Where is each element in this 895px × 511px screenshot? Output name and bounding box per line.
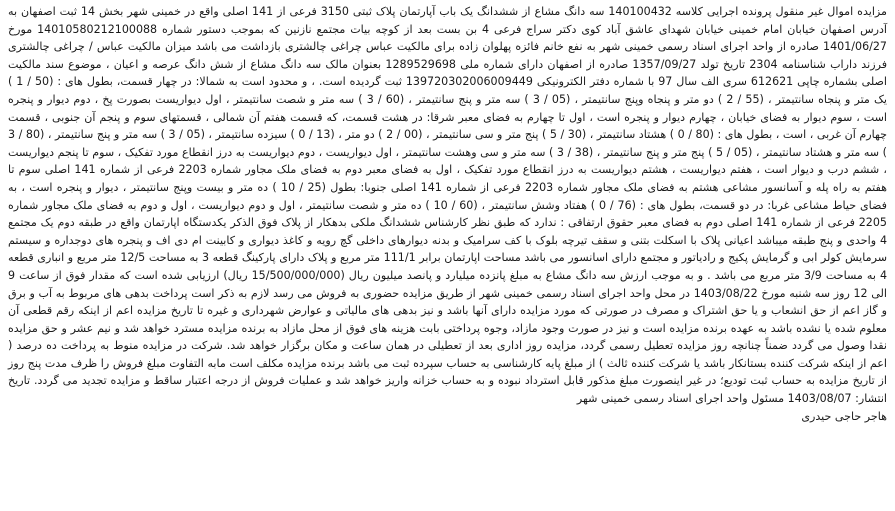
signature-name: هاجر حاجی حیدری xyxy=(801,409,887,423)
notice-body: مزایده اموال غیر منقول پرونده اجرایی کلاسه 140100432 سه دانگ مشاع از ششدانگ یک باب آپارتمان پلاک ثبتی 3150 فرعی از 141 اصلی واقع در خمینی شهر بخش 14 ثبت اصفهان به آدرس اصفهان خیابان امام خمینی خیابان شهدای عاشق آباد کوی دکتر سراج فرعی 4 بن بست بعد از کوچه بیات مجتمع نازنین که بموجب دستور شماره 14010580212100088 مورخ 1401/06/27 صادره از واحد اجرای اسناد رسمی خمینی شهر به نفع خانم فائزه پهلوان زاده برای مالکیت عباس چراغی چالشتری بازداشت می باشد میزان مالکیت عباس / چراغی چالشتری فرزند داراب شناسنامه 2304 تاریخ تولد 1357/09/27 صادره از اصفهان دارای شماره ملی 1289529698 بعنوان مالک سه دانگ مشاع از شش دانگ عرصه و اعیان ، موضوع سند مالکیت اصلی بشماره چاپی 612621 سری الف سال 97 با شماره دفتر الکترونیکی 139720302006009449 ثبت گردیده است. ، و محدود است به شمالا: در چهار قسمت، بطول های : (50 / 1 ) یک متر و پنجاه سانتیمتر ، (55 / 2 ) دو متر و پنجاه وپنج سانتیمتر ، (05 / 3 ) سه متر و پنج سانتیمتر ، (60 / 3 ) سه متر و شصت سانتیمتر ، اول دیواریست بصورت پخ ، دوم دیوار و پنجره است ، سوم دیوار به فضای خیابان ، چهارم دیوار و پنجره است ، اول تا چهارم به فضای معبر شرقا: در هشت قسمت، که قسمت هفتم آن شمالی ، قسمتهای سوم و پنجم آن جنوبی ، قسمت چهارم آن غربی ، است ، بطول های : (80 / 0 ) هشتاد سانتیمتر ، (30 / 5 ) پنج متر و سی سانتیمتر ، (00 / 2 ) دو متر ، (13 / 0 ) سیزده سانتیمتر ، (05 / 3 ) سه متر و پنج سانتیمتر ، (80 / 3 ) سه متر و هشتاد سانتیمتر ، (05 / 5 ) پنج متر و پنج سانتیمتر ، (38 / 3 ) سه متر و سی وهشت سانتیمتر ، اول دیواریست ، دوم دیواریست به درز انقطاع مورد تفکیک ، سوم تا پنجم دیواریست ، ششم درب و دیوار است ، هفتم دیواریست ، هشتم دیواریست به درز انقطاع مورد تفکیک ، اول به فضای معبر دوم به فضای ملک مجاور شماره 2203 فرعی از شماره 141 اصلی سوم تا هفتم به راه پله و آسانسور مشاعی هشتم به فضای ملک مجاور شماره 2203 فرعی از شماره 141 اصلی جنوبا: بطول (25 / 10 ) ده متر و بیست وپنج سانتیمتر ، دیوار و پنجره است ، به فضای حیاط مشاعی غربا: در دو قسمت، بطول های : (76 / 0 ) هفتاد وشش سانتیمتر ، (60 / 10 ) ده متر و شصت سانتیمتر ، اول و دوم دیواریست ، اول و دوم به فضای ملک مجاور شماره 2205 فرعی از شماره 141 اصلی دوم به فضای معبر حقوق ارتفاقی : ندارد که طبق نظر کارشناس ششدانگ ملکی بدهکار از پلاک فوق الذکر یکدستگاه اپارتمان واقع در طبقه دوم یک مجتمع 4 واحدی و پنج طبقه میباشد اعیانی پلاک با اسکلت بتنی و سقف تیرچه بلوک با کف سرامیک و بدنه دیوارهای داخلی گچ رویه و کاغذ دیواری و کابینت ام دی اف و پنجره های دوجداره و سیستم سرمایش کولر ابی و گرمایش پکیج و رادیاتور و مجتمع دارای اسانسور می باشد مساحت اپارتمان برابر 111/1 متر مربع و پلاک دارای پارکینگ قطعه 3 به مساحت 12/5 متر مربع و انباری قطعه 4 به مساحت 3/9 متر مربع می باشد . و به موجب ارزش سه دانگ مشاع به مبلغ پانزده میلیارد و پانصد میلیون ریال (15/500/000/000 ریال) ارزیابی شده است که مقدار فوق از ساعت 9 الی 12 روز سه شنبه مورخ 1403/08/22 در محل واحد اجرای اسناد رسمی خمینی شهر از طریق مزایده حضوری به فروش می رسد لازم به ذکر است پرداخت بدهی های مربوط به آب و برق و گاز اعم از حق انشعاب و یا حق اشتراک و مصرف در صورتی که مورد مزایده دارای آنها باشد و نیز بدهی های مالیاتی و عوارض شهرداری و غیره تا تاریخ مزایده اعم از اینکه رقم قطعی آن معلوم شده یا نشده باشد به عهده برنده مزایده است و نیز در صورت وجود مازاد، وجوه پرداختی بابت هزینه های فوق از محل مازاد به برنده مزایده مسترد خواهد شد و نیم عشر و حق مزایده نقدا وصول می گردد ضمناً چنانچه روز مزایده تعطیل رسمی گردد، مزایده روز اداری بعد از تعطیلی در همان ساعت و مکان برگزار خواهد شد. شرکت در مزایده منوط به پرداخت ده درصد ( اعم از اینکه شرکت کننده بستانکار باشد یا شرکت کننده ثالث ) از مبلغ پایه کارشناسی به حساب سپرده ثبت می باشد برنده مزایده مکلف است مابه التفاوت مبلغ فروش را ظرف مدت پنج روز از تاریخ مزایده به حساب ثبت تودیع؛ در غیر اینصورت مبلغ مذکور قابل استرداد نبوده و به حساب خزانه واریز خواهد شد و عملیات فروش از درجه اعتبار ساقط و مزایده تجدید می گردد. تاریخ انتشار: 1403/08/07 مسئول واحد اجرای اسناد رسمی خمینی شهر xyxy=(8,5,888,406)
